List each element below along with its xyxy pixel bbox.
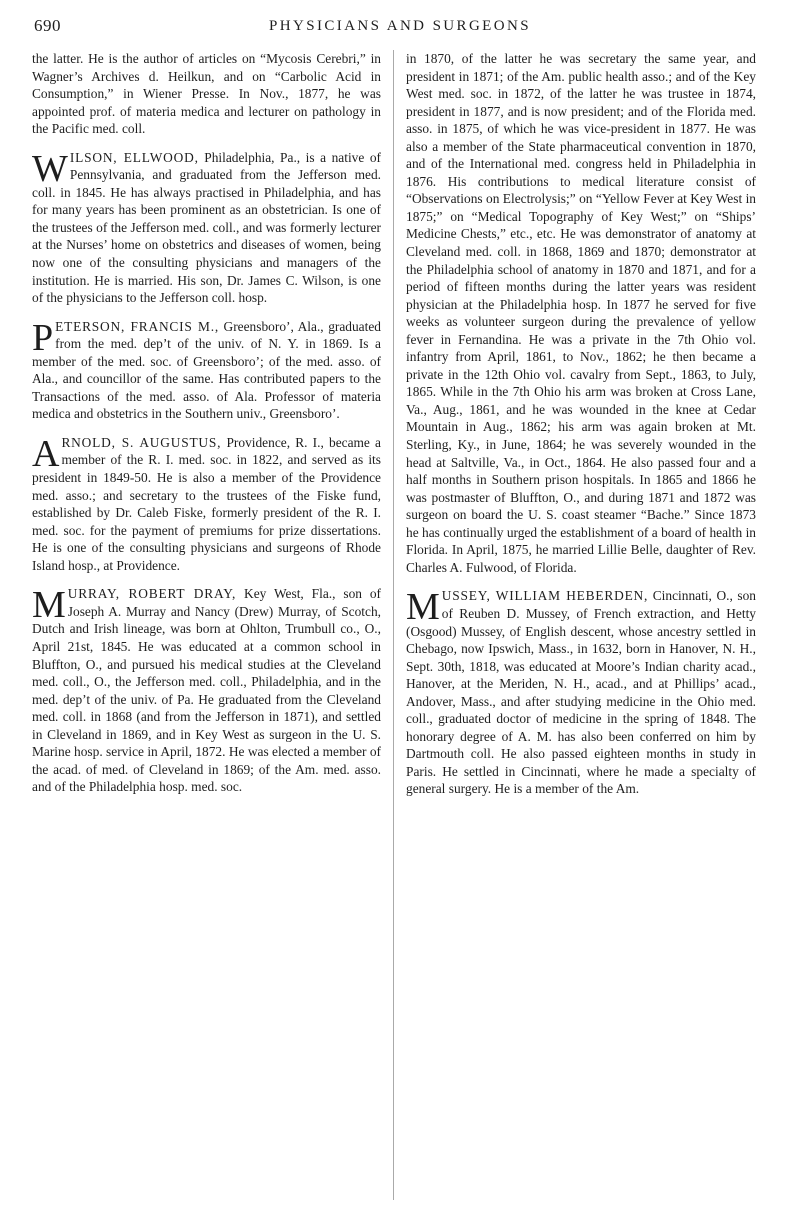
continuation-paragraph: the latter. He is the author of articles on “Mycosis Cerebri,” in Wagner’s Archives d. Heilkun, and on “Carbolic Acid in Consumption,” in Wiener Presse. In Nov., 1877, he was appointed prof. of materia medica and lecturer on pathology in the Pacific med. coll. — [32, 51, 381, 137]
entry-wilson — [32, 149, 381, 307]
right-column — [406, 50, 756, 809]
drop-cap: M — [406, 586, 440, 629]
left-column — [32, 50, 381, 807]
entry-murray — [32, 585, 381, 796]
entry-headword: ETERSON, FRANCIS M., — [55, 318, 219, 334]
drop-cap: W — [32, 147, 68, 190]
drop-cap: A — [32, 432, 60, 475]
entry-text: Philadelphia, Pa., is a native of Pennsylvania, and graduated from the Jefferson med. coll. in 1845. He has always practised in Philadelphia, and has for many years has been prominent as an obstetrician. Is one of the trustees of the Jefferson med. coll., and was formerly lecturer at the Nurses’ home on obstetrics and diseases of women, being now one of the consulting physicians and managers of the institution. He is married. His son, Dr. James C. Wilson, is one of the physicians to the Jefferson coll. hosp. — [32, 149, 381, 306]
entry-headword: URRAY, ROBERT DRAY, — [67, 586, 237, 602]
entry-arnold — [32, 434, 381, 574]
entry-text: Key West, Fla., son of Joseph A. Murray and Nancy (Drew) Murray, of Scotch, Dutch and Irish lineage, was born at Ohlton, Trumbull co., O., April 21st, 1845. He was educated at a common school in Bluffton, O., and pursued his medical studies at the Cleveland med. coll., O., the Jefferson med. coll., Philadelphia, and in the med. dep’t of the univ. of Pa. He graduated from the Cleveland med. coll. in 1868 (and from the Jefferson in 1871), and settled in Cleveland in 1869, and in Key West as surgeon in the U. S. Marine hosp. service in April, 1872. He was elected a member of the acad. of med. of Cleveland in 1869; of the Am. med. asso. and of the Philadelphia hosp. med. soc. — [32, 586, 382, 795]
page-number: 690 — [34, 16, 61, 35]
page-header — [34, 10, 766, 40]
continuation-paragraph: in 1870, of the latter he was secretary the same year, and president in 1871; of the Am. public health asso.; and of the Key West med. soc. in 1872, of the latter he was trustee in 1874, president in 1877, and is now president; and of the Florida med. asso. in 1875, of which he was vice-president in 1877. He was also a member of the State pharmaceutical convention in 1870, and of the International med. congress held in Philadelphia in 1876. His contributions to medical literature consist of “Observations on Electrolysis;” on “Yellow Fever at Key West in 1875;” on “Medical Topography of Key West;” on “Ships’ Medicine Chests,” etc., etc. He was demonstrator of anatomy at Cleveland med. coll. in 1868, 1869 and 1870; demonstrator at the Philadelphia school of anatomy in 1870 and 1871, and for a period of fifteen months during the latter years was resident physician at the Philadelphia hosp. In 1877 he served for five weeks as volunteer surgeon during the prevalence of yellow fever in Fernandina. He was a private in the 7th Ohio vol. infantry from April, 1861, to Nov., 1862; he then became a private in the 12th Ohio vol. cavalry from Sept., 1863, to July, 1865. While in the 7th Ohio his arm was broken at Cross Lane, Va., Aug., 1861, and he was wounded in the knee at Cedar Mountain in Aug., 1862; his arm was again broken at Mt. Sterling, Ky., in June, 1864; he was severely wounded in the head at Saltville, Va., in Oct., 1864. He also passed four and a half months in Southern prison hospitals. In 1865 and 1866 he was postmaster of Bluffton, O., and during 1871 and 1872 was surgeon on board the U. S. coast steamer “Bache.” Since 1873 he has continually urged the establishment of a board of health in Florida. In April, 1875, he married Lillie Belle, daughter of Rev. Charles A. Fulwood, of Florida. — [406, 51, 756, 575]
entry-headword: ILSON, ELLWOOD, — [69, 149, 199, 165]
entry-text: Cincinnati, O., son of Reuben D. Mussey, of French extraction, and Hetty (Osgood) Mussey, of English descent, whose ancestry settled in Chebago, now Ipswich, Mass., in 1632, born in Hanover, N. H., Sept. 30th, 1818, was educated at Moore’s Indian charity acad., Hanover, at the Meriden, N. H., acad., and at Phillips’ acad., Andover, Mass., and after studying medicine in the Ohio med. coll., graduated doctor of medicine in the spring of 1848. The honorary degree of A. M. has also been conferred on him by Dartmouth coll. He also passed eighteen months in study in Paris. He settled in Cincinnati, where he made a specialty of general surgery. He is a member of the Am. — [406, 588, 756, 797]
drop-cap: M — [32, 584, 66, 627]
entry-text: Greensboro’, Ala., graduated from the med. dep’t of the univ. of N. Y. in 1869. Is a member of the med. soc. of Greensboro’; of the med. asso. of Ala., and councillor of the same. Has contributed papers to the Transactions of the med. asso. of Ala. Professor of materia medica and obstetrics in the Southern univ., Greensboro’. — [32, 318, 381, 422]
entry-headword: USSEY, WILLIAM HEBERDEN, — [441, 588, 649, 604]
entry-mussey — [406, 587, 756, 798]
drop-cap: P — [32, 316, 54, 359]
entry-peterson — [32, 318, 381, 423]
entry-headword: RNOLD, S. AUGUSTUS, — [61, 434, 222, 450]
running-title: PHYSICIANS AND SURGEONS — [269, 18, 531, 34]
entry-text: Providence, R. I., became a member of the R. I. med. soc. in 1822, and served as its president in 1849-50. He is also a member of the Providence med. asso.; and secretary to the trustees of the Fiske fund, established by Dr. Caleb Fiske, formerly president of the R. I. med. soc. for the payment of premiums for prize dissertations. He is one of the consulting physicians and surgeons of Rhode Island hosp., at Providence. — [32, 434, 381, 573]
column-divider — [393, 50, 394, 1200]
